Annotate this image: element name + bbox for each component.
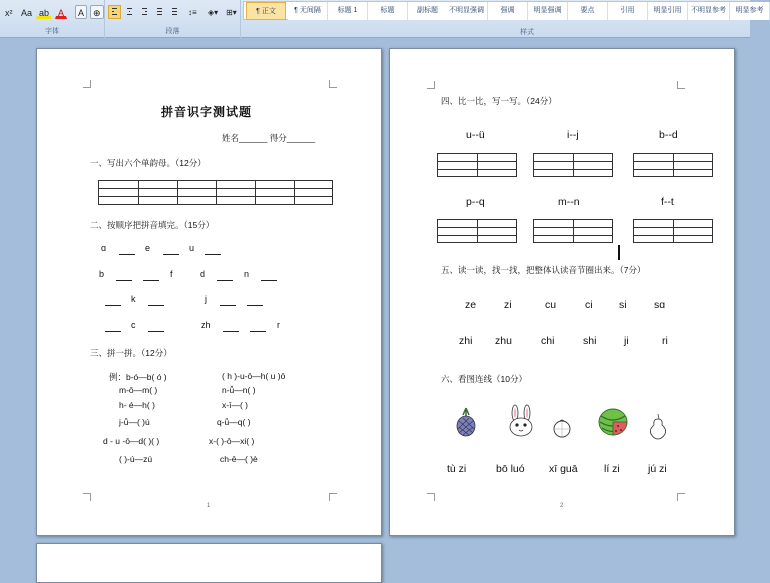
align-right-button[interactable] [138, 5, 151, 19]
syllable: si [619, 299, 627, 311]
style-emphasis[interactable]: 强调 [488, 2, 528, 20]
fill-blank [148, 331, 164, 332]
fill-blank [105, 331, 121, 332]
spell-item: n-ǚ—n( ) [222, 385, 256, 395]
ribbon [0, 0, 764, 38]
spell-item: x-ī—( ) [222, 400, 248, 410]
font-color-button[interactable]: A [55, 5, 67, 19]
spell-item: d - u -ō—d( )( ) [103, 436, 160, 446]
fill-blank [148, 305, 164, 306]
style-intense-quote[interactable]: 明显引用 [648, 2, 688, 20]
style-heading-1[interactable]: 标题 1 [328, 2, 368, 20]
change-case-button[interactable]: Aa [21, 8, 33, 18]
borders-icon[interactable]: ⊞▾ [226, 8, 237, 17]
syllable: ze [465, 299, 477, 311]
spell-item: ( h )-u-ō—h( u )ō [222, 371, 286, 381]
pinyin-letter: d [200, 269, 206, 279]
margin-marker [427, 81, 435, 89]
paragraph-group [105, 0, 241, 38]
pineapple-picture [453, 407, 479, 437]
question-5-heading: 五、读一读，找一找，把整体认读音节圈出来。（7分） [441, 265, 646, 275]
fill-blank [217, 280, 233, 281]
spell-item: q-ǖ—q( ) [217, 417, 251, 427]
distributed-button[interactable] [168, 5, 181, 19]
document-page-2[interactable] [389, 48, 735, 536]
pinyin-letter: n [244, 269, 250, 279]
fill-blank [223, 331, 239, 332]
margin-marker [329, 493, 337, 501]
answer-grid [98, 180, 333, 205]
shading-icon[interactable]: ◈▾ [208, 8, 219, 17]
style-intense-emphasis[interactable]: 明显强调 [528, 2, 568, 20]
margin-marker [677, 81, 685, 89]
letter-pair: u--ü [466, 129, 485, 141]
fill-blank [105, 305, 121, 306]
style-no-spacing[interactable]: ¶ 无间隔 [288, 2, 328, 20]
name-score-line: 姓名______ 得分______ [222, 133, 316, 143]
margin-marker [83, 493, 91, 501]
rabbit-picture [506, 405, 536, 437]
margin-marker [427, 493, 435, 501]
syllable: ji [624, 335, 629, 347]
margin-marker [329, 80, 337, 88]
writing-grid [633, 219, 713, 243]
pinyin-letter: b [99, 269, 105, 279]
spell-item: x-( )-ō—xi( ) [209, 436, 255, 446]
spell-item: ch-ē—( )è [220, 454, 258, 464]
pinyin-letter: e [145, 243, 151, 253]
style-subtle-reference[interactable]: 不明显参考 [688, 2, 730, 20]
page-number: 2 [560, 503, 564, 509]
question-3-heading: 三、拼一拼。（12分） [90, 348, 172, 358]
line-spacing-icon[interactable]: ↕≡ [188, 8, 197, 17]
letter-pair: f--t [661, 196, 674, 208]
writing-grid [437, 219, 517, 243]
fill-blank [247, 305, 263, 306]
paragraph-group-label: 段落 [165, 28, 180, 35]
pinyin-word: bō luó [496, 463, 525, 475]
fill-blank [119, 254, 135, 255]
syllable: sɑ [654, 299, 666, 311]
spell-item: ( )-ú—zú [119, 454, 153, 464]
pinyin-word: tù zi [447, 463, 467, 475]
fill-blank [261, 280, 277, 281]
writing-grid [633, 153, 713, 177]
pinyin-word: xī guā [549, 463, 578, 475]
letter-pair: m--n [558, 196, 580, 208]
orange-picture [551, 417, 573, 439]
syllable: chi [541, 335, 555, 347]
style-gallery [243, 1, 764, 20]
style-intense-reference[interactable]: 明显参考 [730, 2, 770, 20]
spell-item: 例：b-ó—b( ó ) [109, 372, 167, 382]
style-normal[interactable]: ¶ 正文 [246, 2, 286, 20]
fill-blank [143, 280, 159, 281]
pear-picture [647, 412, 669, 440]
syllable: ri [662, 335, 668, 347]
fill-blank [163, 254, 179, 255]
align-left-button[interactable] [108, 5, 121, 19]
pinyin-letter: j [205, 294, 207, 304]
syllable: zhu [495, 335, 512, 347]
fill-blank [220, 305, 236, 306]
letter-pair: b--d [659, 129, 678, 141]
char-shading-button[interactable]: A [75, 5, 87, 19]
pinyin-letter: u [189, 243, 195, 253]
question-2-heading: 二、按顺序把拼音填完。（15分） [90, 220, 215, 230]
style-quote[interactable]: 引用 [608, 2, 648, 20]
fill-blank [116, 280, 132, 281]
styles-group-label: 样式 [520, 29, 534, 36]
letter-pair: i--j [567, 129, 579, 141]
letter-pair: p--q [466, 196, 485, 208]
pinyin-letter: k [131, 294, 136, 304]
pinyin-word: jú zi [648, 463, 667, 475]
syllable: ci [585, 299, 593, 311]
superscript-button[interactable]: x² [5, 8, 13, 18]
font-group [0, 0, 105, 38]
justify-button[interactable] [153, 5, 166, 19]
document-page-1[interactable] [36, 48, 382, 536]
style-strong[interactable]: 要点 [568, 2, 608, 20]
pinyin-letter: ɑ [101, 243, 107, 253]
syllable: zi [504, 299, 512, 311]
style-subtle-emphasis[interactable]: 不明显强调 [446, 2, 488, 20]
fill-blank [205, 254, 221, 255]
writing-grid [533, 153, 613, 177]
highlight-button[interactable]: ab [36, 5, 52, 19]
watermelon-picture [596, 406, 630, 438]
style-subtitle[interactable]: 副标题 [408, 2, 448, 20]
pinyin-letter: c [131, 320, 136, 330]
syllable: cu [545, 299, 557, 311]
syllable: zhi [459, 335, 473, 347]
enclose-char-button[interactable]: ⊕ [90, 5, 104, 19]
writing-grid [533, 219, 613, 243]
page-title: 拼音识字测试题 [161, 105, 253, 119]
pinyin-letter: f [170, 269, 173, 279]
spell-item: m-ō—m( ) [119, 385, 158, 395]
fill-blank [250, 331, 266, 332]
margin-marker [83, 80, 91, 88]
font-group-label: 字体 [45, 28, 59, 35]
pinyin-letter: r [277, 320, 280, 330]
question-4-heading: 四、比一比，写一写。（24分） [441, 96, 557, 106]
syllable: shi [583, 335, 597, 347]
page-number: 1 [207, 503, 211, 509]
pinyin-letter: zh [201, 320, 211, 330]
spell-item: h- é—h( ) [119, 400, 155, 410]
writing-grid [437, 153, 517, 177]
question-6-heading: 六、看图连线（10分） [441, 374, 527, 384]
spell-item: j-ǖ—( )ú [119, 417, 150, 427]
pinyin-word: lí zi [604, 463, 620, 475]
question-1-heading: 一、写出六个单韵母。（12分） [90, 158, 206, 168]
margin-marker [677, 493, 685, 501]
text-cursor [618, 245, 620, 260]
style-title[interactable]: 标题 [368, 2, 408, 20]
document-page-3[interactable] [36, 543, 382, 583]
align-center-button[interactable] [123, 5, 136, 19]
